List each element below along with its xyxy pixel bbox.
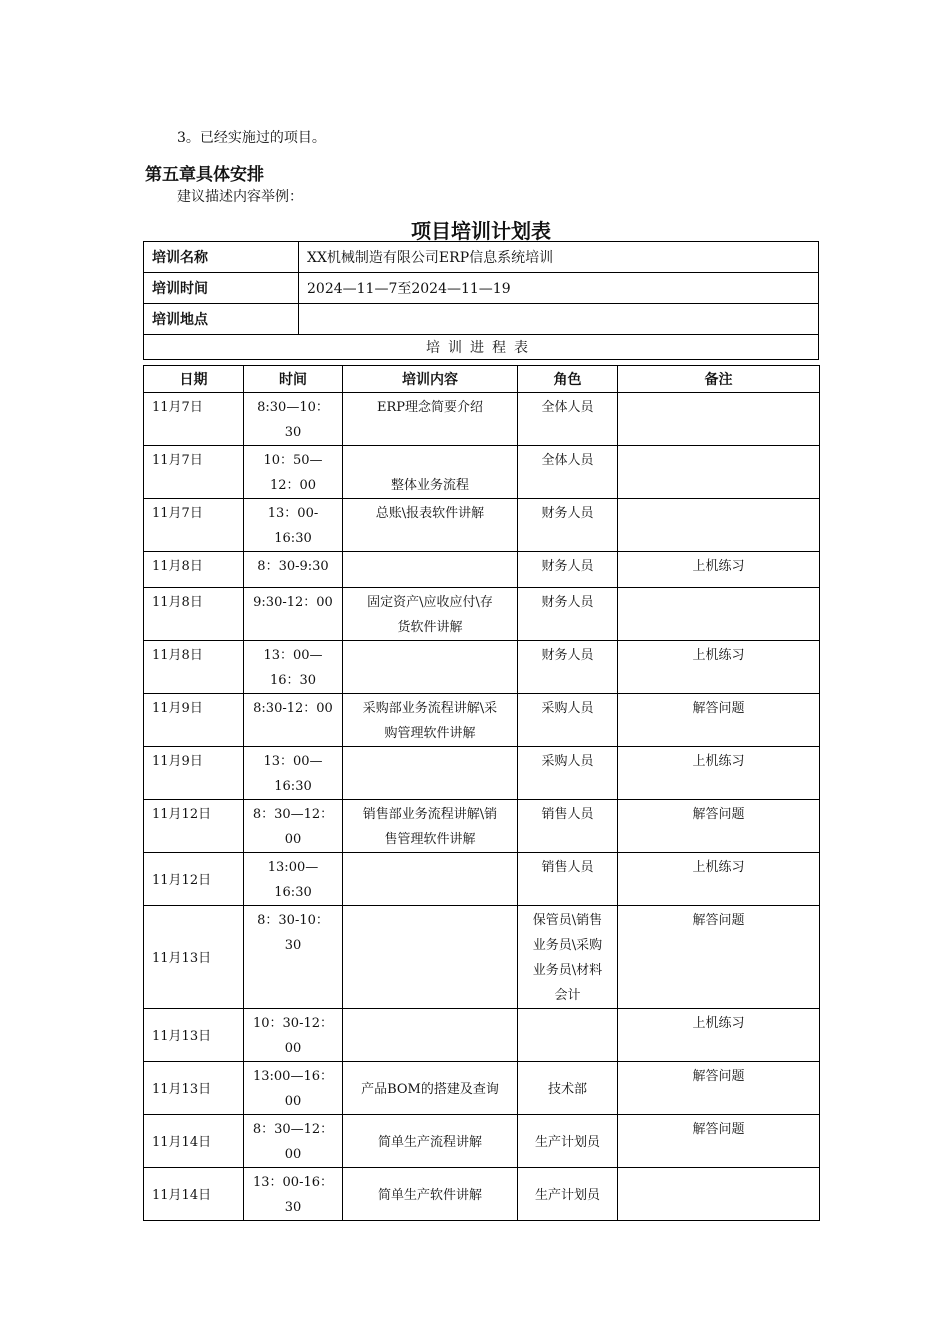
schedule-cell-role (518, 1009, 618, 1062)
schedule-table (143, 365, 820, 1221)
schedule-subtitle-row (144, 335, 819, 360)
schedule-cell-time: 13：00- 16:30 (244, 499, 343, 552)
table-row (144, 552, 820, 588)
schedule-cell-content: 总账\报表软件讲解 (343, 499, 518, 552)
table-title: 项目培训计划表 (411, 219, 551, 243)
schedule-cell-role: 财务人员 (518, 588, 618, 641)
schedule-cell-note: 解答问题 (618, 1115, 820, 1168)
schedule-cell-time: 8:30-12：00 (244, 694, 343, 747)
column-header: 时间 (244, 366, 343, 393)
schedule-cell-date: 11月7日 (144, 499, 244, 552)
schedule-cell-note: 解答问题 (618, 906, 820, 1009)
schedule-cell-content (343, 641, 518, 694)
table-row (144, 1115, 820, 1168)
info-value: 2024—11—7至2024—11—19 (299, 273, 819, 304)
schedule-cell-date: 11月13日 (144, 906, 244, 1009)
table-row (144, 906, 820, 1009)
schedule-cell-date: 11月12日 (144, 853, 244, 906)
schedule-cell-date: 11月9日 (144, 747, 244, 800)
column-header: 培训内容 (343, 366, 518, 393)
schedule-cell-role: 销售人员 (518, 853, 618, 906)
schedule-cell-content (343, 853, 518, 906)
table-row (144, 853, 820, 906)
info-value: XX机械制造有限公司ERP信息系统培训 (299, 242, 819, 273)
schedule-cell-role: 采购人员 (518, 694, 618, 747)
table-row (144, 499, 820, 552)
schedule-cell-note: 解答问题 (618, 694, 820, 747)
training-info-table (143, 241, 819, 360)
schedule-cell-time: 13:00— 16:30 (244, 853, 343, 906)
schedule-cell-role: 保管员\销售 业务员\采购 业务员\材料 会计 (518, 906, 618, 1009)
schedule-cell-date: 11月8日 (144, 641, 244, 694)
schedule-cell-note (618, 1168, 820, 1221)
schedule-cell-date: 11月9日 (144, 694, 244, 747)
table-row (144, 641, 820, 694)
schedule-subtitle: 培训进程表 (144, 335, 819, 360)
column-header: 备注 (618, 366, 820, 393)
schedule-cell-note (618, 499, 820, 552)
schedule-cell-role: 生产计划员 (518, 1115, 618, 1168)
schedule-cell-date: 11月13日 (144, 1062, 244, 1115)
info-label: 培训名称 (144, 242, 299, 273)
table-row (144, 694, 820, 747)
schedule-cell-role: 采购人员 (518, 747, 618, 800)
schedule-cell-time: 8:30—10： 30 (244, 393, 343, 446)
schedule-cell-role: 生产计划员 (518, 1168, 618, 1221)
schedule-cell-content: 销售部业务流程讲解\销 售管理软件讲解 (343, 800, 518, 853)
schedule-cell-note: 解答问题 (618, 800, 820, 853)
column-header: 角色 (518, 366, 618, 393)
schedule-cell-role: 销售人员 (518, 800, 618, 853)
schedule-cell-time: 8：30-9:30 (244, 552, 343, 588)
schedule-cell-time: 13:00—16： 00 (244, 1062, 343, 1115)
schedule-cell-date: 11月8日 (144, 552, 244, 588)
schedule-header-row (144, 366, 820, 393)
schedule-cell-content (343, 552, 518, 588)
schedule-cell-time: 8：30—12： 00 (244, 1115, 343, 1168)
schedule-cell-note (618, 446, 820, 499)
info-label: 培训地点 (144, 304, 299, 335)
schedule-cell-time: 9:30-12：00 (244, 588, 343, 641)
schedule-cell-content (343, 906, 518, 1009)
intro-text: 建议描述内容举例： (177, 189, 303, 205)
schedule-cell-content: 固定资产\应收应付\存 货软件讲解 (343, 588, 518, 641)
table-row (144, 800, 820, 853)
column-header: 日期 (144, 366, 244, 393)
schedule-cell-note: 解答问题 (618, 1062, 820, 1115)
schedule-cell-time: 8：30—12： 00 (244, 800, 343, 853)
schedule-cell-role: 全体人员 (518, 446, 618, 499)
schedule-cell-role: 全体人员 (518, 393, 618, 446)
schedule-cell-date: 11月7日 (144, 446, 244, 499)
info-value (299, 304, 819, 335)
schedule-cell-role: 财务人员 (518, 499, 618, 552)
schedule-cell-content: 采购部业务流程讲解\采 购管理软件讲解 (343, 694, 518, 747)
schedule-cell-time: 10：30-12： 00 (244, 1009, 343, 1062)
schedule-cell-content: 整体业务流程 (343, 446, 518, 499)
table-row (144, 1062, 820, 1115)
schedule-cell-time: 10：50— 12：00 (244, 446, 343, 499)
info-label: 培训时间 (144, 273, 299, 304)
schedule-cell-note (618, 588, 820, 641)
schedule-cell-content (343, 747, 518, 800)
schedule-cell-role: 财务人员 (518, 641, 618, 694)
schedule-cell-content: 产品BOM的搭建及查询 (343, 1062, 518, 1115)
table-row (144, 1009, 820, 1062)
schedule-cell-date: 11月12日 (144, 800, 244, 853)
info-row-time (144, 273, 819, 304)
schedule-cell-time: 8：30-10： 30 (244, 906, 343, 1009)
schedule-cell-role: 技术部 (518, 1062, 618, 1115)
schedule-cell-time: 13：00-16： 30 (244, 1168, 343, 1221)
schedule-cell-date: 11月14日 (144, 1115, 244, 1168)
info-row-place (144, 304, 819, 335)
schedule-cell-content: 简单生产软件讲解 (343, 1168, 518, 1221)
schedule-cell-role: 财务人员 (518, 552, 618, 588)
info-row-name (144, 242, 819, 273)
schedule-cell-content (343, 1009, 518, 1062)
schedule-cell-date: 11月14日 (144, 1168, 244, 1221)
table-row (144, 588, 820, 641)
table-row (144, 393, 820, 446)
schedule-cell-note: 上机练习 (618, 1009, 820, 1062)
schedule-cell-date: 11月7日 (144, 393, 244, 446)
chapter-heading: 第五章具体安排 (145, 165, 264, 185)
table-row (144, 747, 820, 800)
list-item-3: 3。已经实施过的项目。 (177, 130, 326, 146)
schedule-cell-note: 上机练习 (618, 853, 820, 906)
schedule-cell-note (618, 393, 820, 446)
table-row (144, 446, 820, 499)
schedule-cell-date: 11月8日 (144, 588, 244, 641)
table-row (144, 1168, 820, 1221)
schedule-cell-time: 13：00— 16:30 (244, 747, 343, 800)
schedule-cell-note: 上机练习 (618, 747, 820, 800)
schedule-cell-date: 11月13日 (144, 1009, 244, 1062)
schedule-cell-content: ERP理念简要介绍 (343, 393, 518, 446)
schedule-cell-note: 上机练习 (618, 641, 820, 694)
schedule-cell-time: 13：00— 16：30 (244, 641, 343, 694)
schedule-cell-content: 简单生产流程讲解 (343, 1115, 518, 1168)
schedule-cell-note: 上机练习 (618, 552, 820, 588)
